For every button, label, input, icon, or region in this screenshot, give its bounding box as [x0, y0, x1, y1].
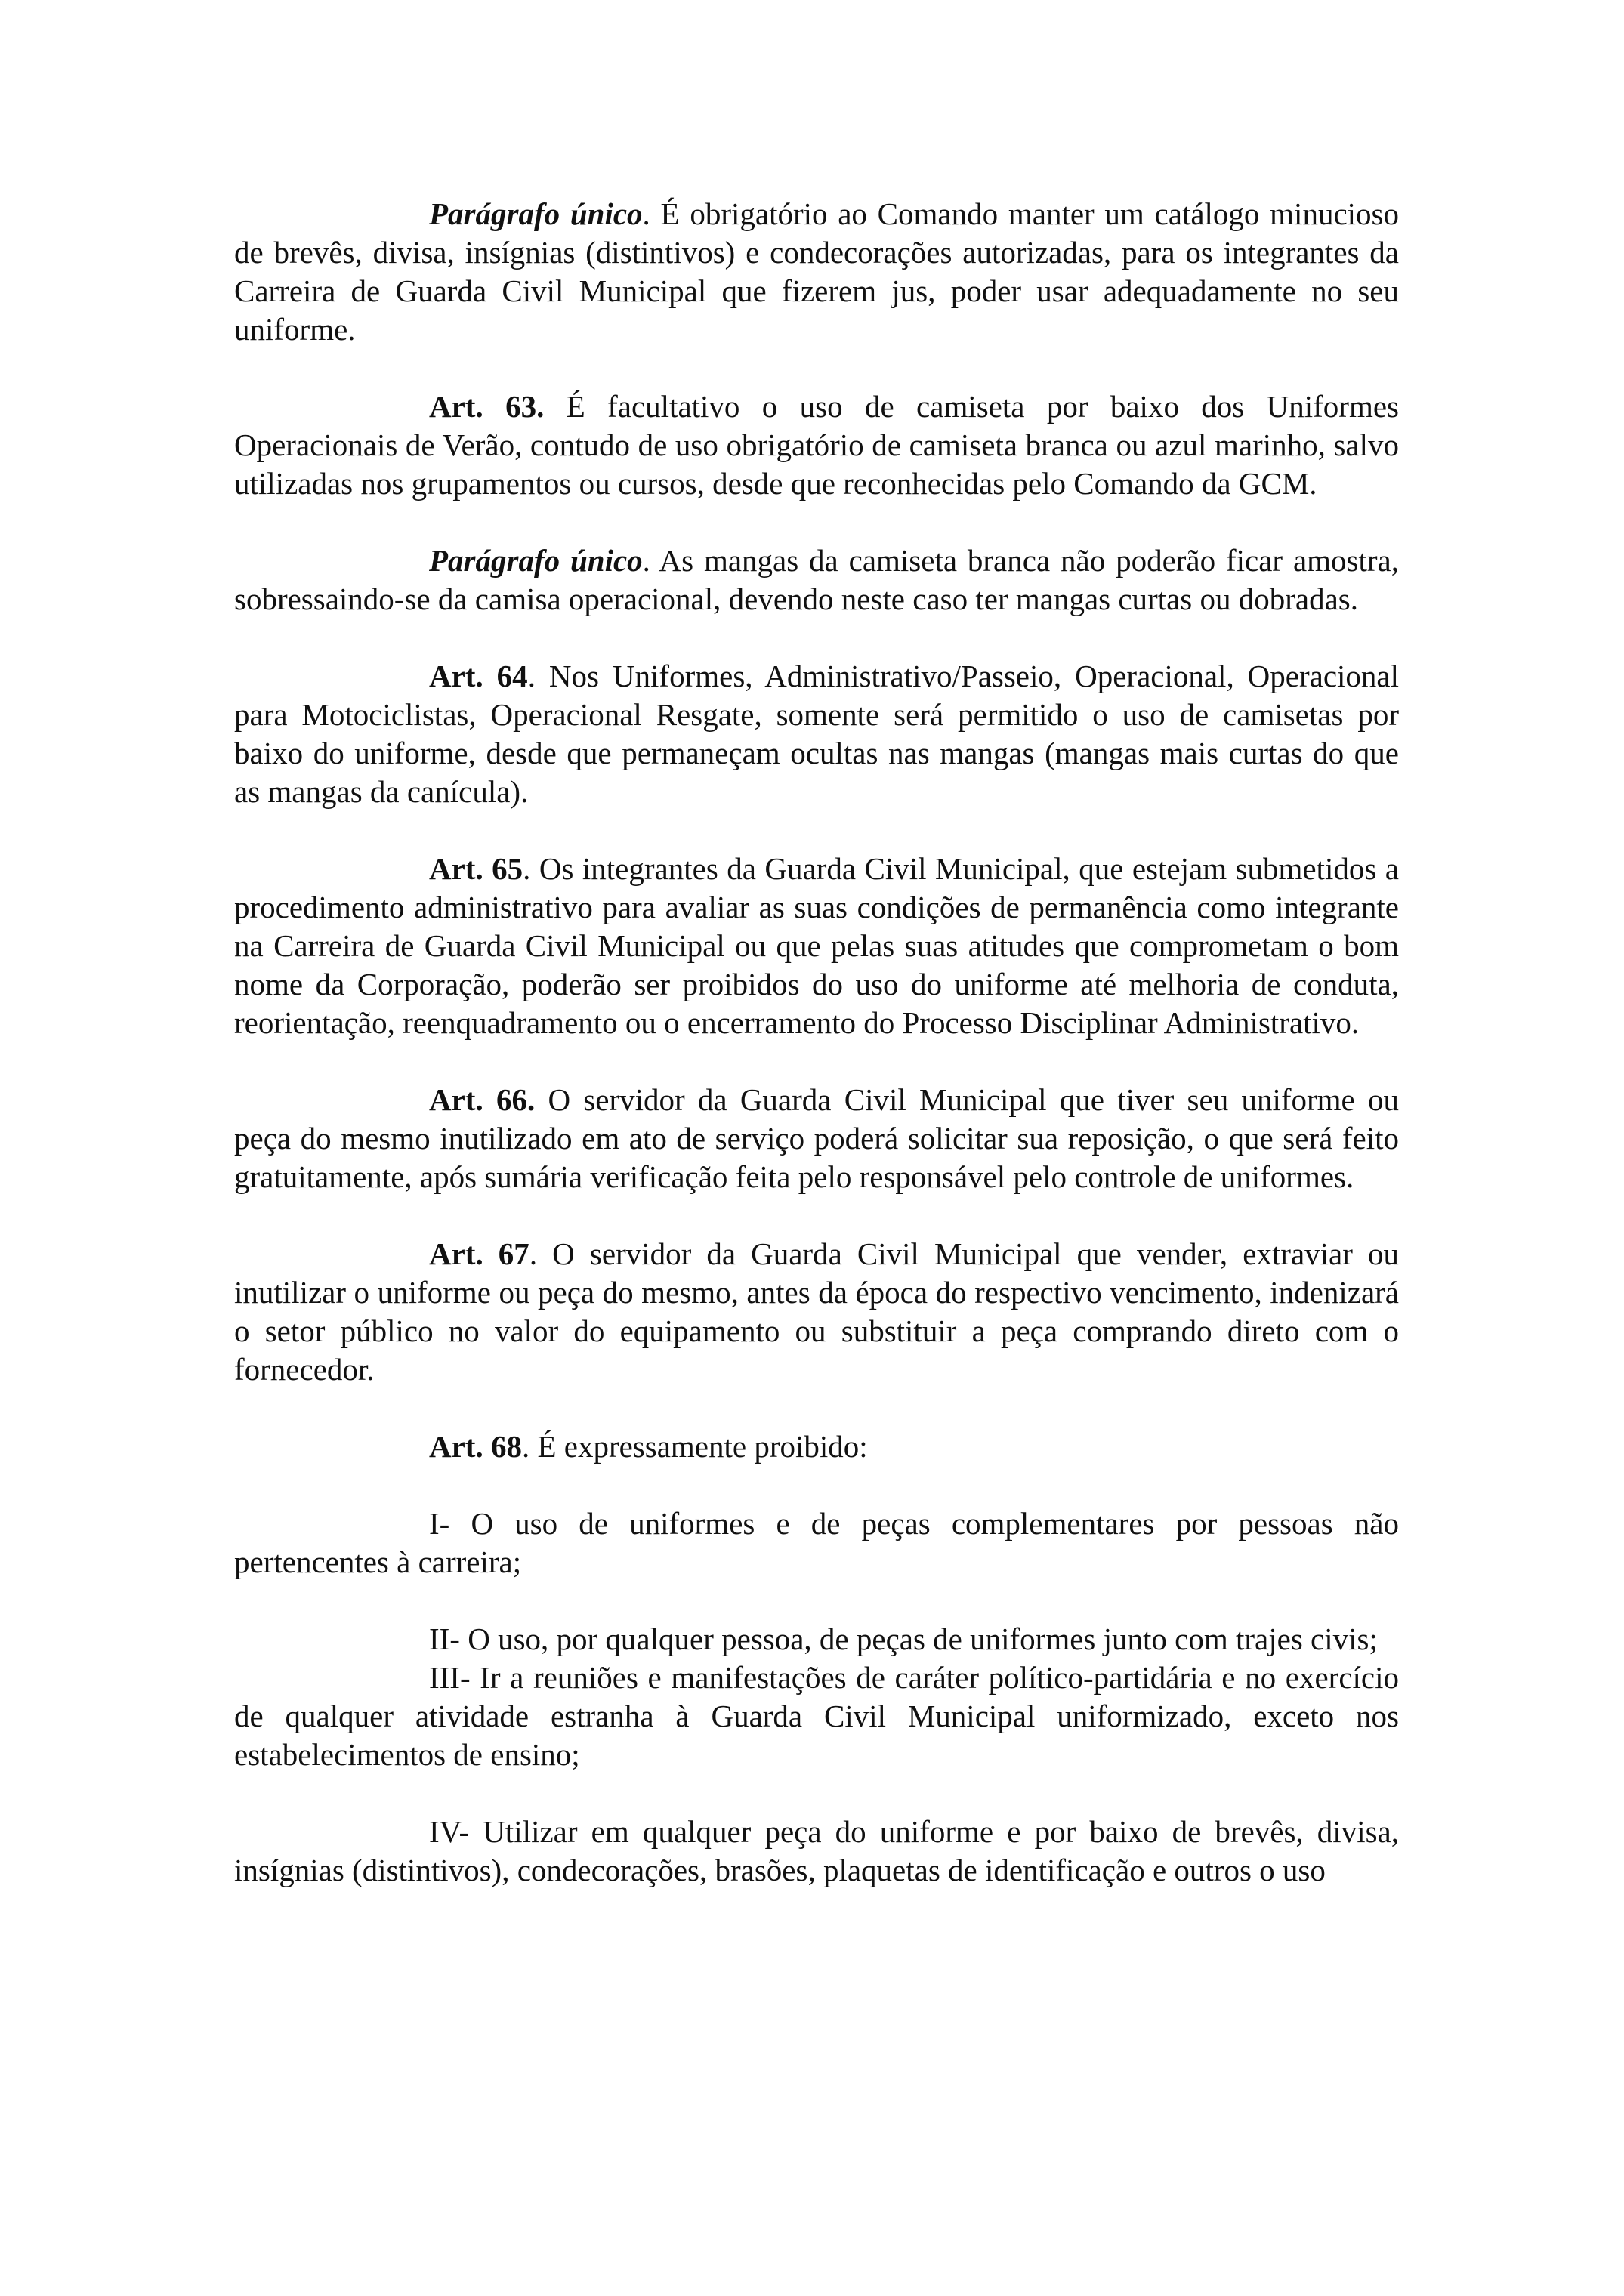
paragraph-text: O servidor da Guarda Civil Municipal que tiver seu uniforme ou peça do mesmo inutilizado em ato de serviço poderá solicitar sua reposição, o que será feito gratuitamente, após sumária verificação feita pelo responsável pelo controle de uniformes.: [234, 1082, 1399, 1194]
paragrafo-unico-mangas: [234, 542, 1399, 619]
paragrafo-unico-catalogo: [234, 195, 1399, 349]
paragraph-lead: Parágrafo único: [429, 196, 643, 231]
item-iv: [234, 1813, 1399, 1890]
article-66: [234, 1081, 1399, 1196]
paragraph-text: . Os integrantes da Guarda Civil Municipal, que estejam submetidos a procedimento administrativo para avaliar as suas condições de permanência como integrante na Carreira de Guarda Civil Municipal ou que pelas suas atitudes que comprometam o bom nome da Corporação, poderão ser proibidos do uso do uniforme até melhoria de conduta, reorientação, reenquadramento ou o encerramento do Processo Disciplinar Administrativo.: [234, 851, 1399, 1040]
item-iii: [234, 1659, 1399, 1774]
paragraph-text: . Nos Uniformes, Administrativo/Passeio, Operacional, Operacional para Motociclistas, Operacional Resgate, somente será permitido o uso de camisetas por baixo do uniforme, desde que permaneçam ocultas nas mangas (mangas mais curtas do que as mangas da canícula).: [234, 659, 1399, 809]
paragraph-text: I- O uso de uniformes e de peças complementares por pessoas não pertencentes à carreira;: [234, 1506, 1399, 1579]
paragraph-lead: Parágrafo único: [429, 543, 643, 578]
paragraph-text: . É expressamente proibido:: [521, 1429, 868, 1464]
paragraph-text: IV- Utilizar em qualquer peça do uniforme e por baixo de brevês, divisa, insígnias (distintivos), condecorações, brasões, plaquetas de identificação e outros o uso: [234, 1814, 1399, 1887]
paragraph-text: III- Ir a reuniões e manifestações de caráter político-partidária e no exercício de qualquer atividade estranha à Guarda Civil Municipal uniformizado, exceto nos estabelecimentos de ensino;: [234, 1660, 1399, 1772]
article-68: [234, 1427, 1399, 1466]
paragraph-lead: Art. 64: [429, 659, 528, 693]
article-63: [234, 387, 1399, 503]
paragraph-text: É facultativo o uso de camiseta por baixo dos Uniformes Operacionais de Verão, contudo de uso obrigatório de camiseta branca ou azul marinho, salvo utilizadas nos grupamentos ou cursos, desde que reconhecidas pelo Comando da GCM.: [234, 389, 1399, 501]
paragraph-lead: Art. 67: [429, 1236, 529, 1271]
paragraph-lead: Art. 63.: [429, 389, 545, 424]
paragraph-lead: Art. 65: [429, 851, 523, 886]
document-body: [234, 195, 1399, 1928]
paragraph-text: . É obrigatório ao Comando manter um catálogo minucioso de brevês, divisa, insígnias (distintivos) e condecorações autorizadas, para os integrantes da Carreira de Guarda Civil Municipal que fizerem jus, poder usar adequadamente no seu uniforme.: [234, 196, 1399, 347]
paragraph-text: II- O uso, por qualquer pessoa, de peças de uniformes junto com trajes civis;: [429, 1622, 1378, 1656]
paragraph-lead: Art. 66.: [429, 1082, 536, 1117]
paragraph-text: . O servidor da Guarda Civil Municipal que vender, extraviar ou inutilizar o uniforme ou peça do mesmo, antes da época do respectivo vencimento, indenizará o setor público no valor do equipamento ou substituir a peça comprando direto com o fornecedor.: [234, 1236, 1399, 1387]
article-65: [234, 850, 1399, 1042]
item-i: [234, 1504, 1399, 1582]
paragraph-lead: Art. 68: [429, 1429, 522, 1464]
item-ii: [234, 1620, 1399, 1659]
paragraph-text: . As mangas da camiseta branca não poderão ficar amostra, sobressaindo-se da camisa operacional, devendo neste caso ter mangas curtas ou dobradas.: [234, 543, 1399, 616]
article-64: [234, 657, 1399, 811]
article-67: [234, 1235, 1399, 1389]
